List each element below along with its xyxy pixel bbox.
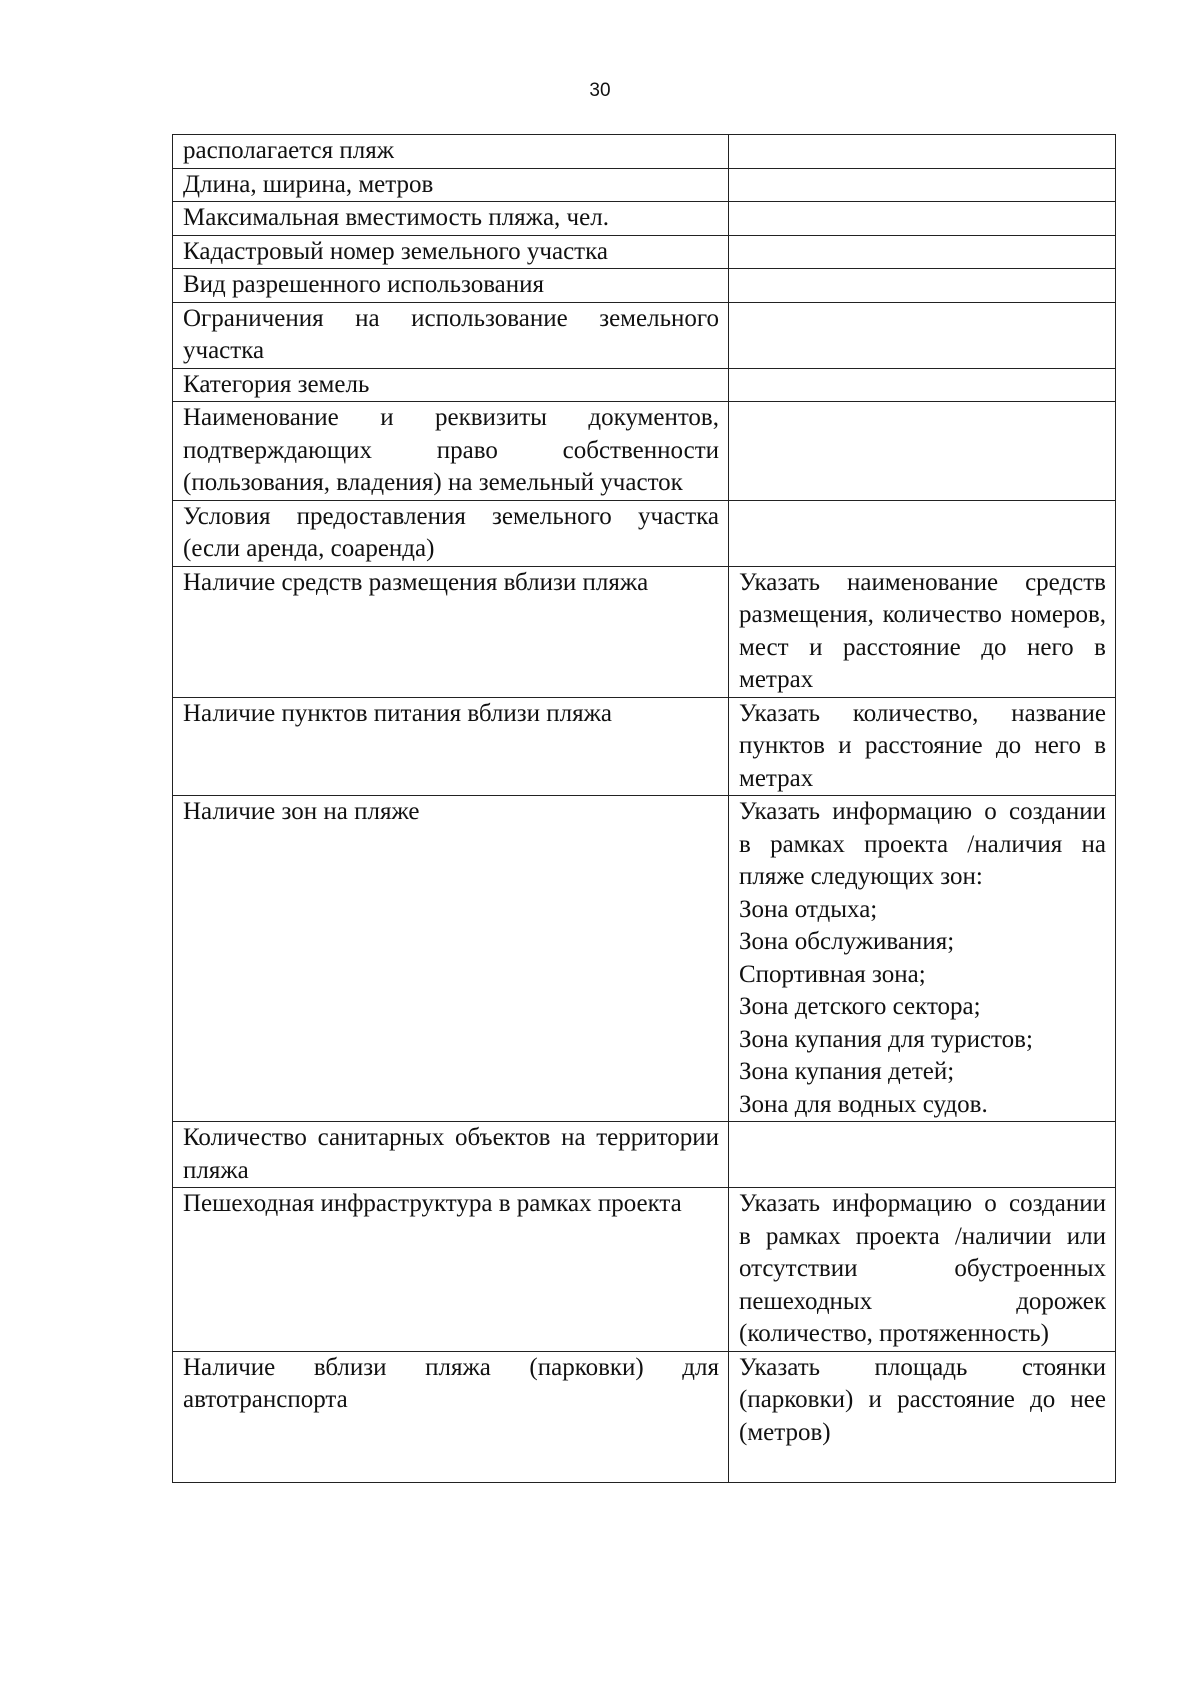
row-label: Пешеходная инфраструктура в рамках проекта bbox=[173, 1188, 729, 1352]
row-label: располагается пляж bbox=[173, 135, 729, 169]
row-value bbox=[729, 1122, 1116, 1188]
row-label: Наличие пунктов питания вблизи пляжа bbox=[173, 697, 729, 796]
table-row bbox=[173, 566, 1116, 697]
row-value: Указать площадь стоянки (парковки) и расстояние до нее (метров) bbox=[729, 1351, 1116, 1482]
row-value bbox=[729, 269, 1116, 303]
row-label: Ограничения на использование земельного участка bbox=[173, 302, 729, 368]
row-value bbox=[729, 235, 1116, 269]
row-label: Максимальная вместимость пляжа, чел. bbox=[173, 202, 729, 236]
table-row bbox=[173, 500, 1116, 566]
table-row bbox=[173, 796, 1116, 1122]
table-row bbox=[173, 1351, 1116, 1482]
table-row bbox=[173, 1188, 1116, 1352]
table-row bbox=[173, 697, 1116, 796]
row-label: Наличие зон на пляже bbox=[173, 796, 729, 1122]
row-value bbox=[729, 500, 1116, 566]
table-row bbox=[173, 402, 1116, 501]
zone-item: Зона детского сектора; bbox=[739, 993, 981, 1020]
row-label: Количество санитарных объектов на территории пляжа bbox=[173, 1122, 729, 1188]
row-label: Наименование и реквизиты документов, подтверждающих право собственности (пользования, владения) на земельный участок bbox=[173, 402, 729, 501]
row-value bbox=[729, 402, 1116, 501]
zone-item: Зона отдыха; bbox=[739, 895, 878, 923]
table-row bbox=[173, 269, 1116, 303]
row-label: Условия предоставления земельного участка (если аренда, соаренда) bbox=[173, 500, 729, 566]
row-label: Длина, ширина, метров bbox=[173, 168, 729, 202]
zone-item: Зона купания детей; bbox=[739, 1058, 955, 1085]
table-row bbox=[173, 302, 1116, 368]
zone-item: Спортивная зона; bbox=[739, 960, 926, 988]
row-value bbox=[729, 368, 1116, 402]
table-row bbox=[173, 168, 1116, 202]
table-row bbox=[173, 235, 1116, 269]
zone-item: Зона для водных судов. bbox=[739, 1090, 988, 1118]
row-value: Указать информацию о создании в рамках проекта /наличии или отсутствии обустроенных пешеходных дорожек (количество, протяженность) bbox=[729, 1188, 1116, 1352]
row-value bbox=[729, 202, 1116, 236]
row-label: Кадастровый номер земельного участка bbox=[173, 235, 729, 269]
row-value bbox=[729, 168, 1116, 202]
row-label: Категория земель bbox=[173, 368, 729, 402]
row-value bbox=[729, 302, 1116, 368]
table-row bbox=[173, 202, 1116, 236]
row-value bbox=[729, 796, 1116, 1122]
row-value: Указать количество, название пунктов и расстояние до него в метрах bbox=[729, 697, 1116, 796]
row-label: Наличие средств размещения вблизи пляжа bbox=[173, 566, 729, 697]
beach-info-table bbox=[172, 134, 1116, 1483]
zone-item: Зона обслуживания; bbox=[739, 928, 955, 955]
zones-intro: Указать информацию о создании в рамках проекта /наличия на пляже следующих зон: bbox=[739, 798, 1106, 890]
table-row bbox=[173, 135, 1116, 169]
zone-item: Зона купания для туристов; bbox=[739, 1025, 1033, 1053]
page-number: 30 bbox=[589, 80, 611, 101]
row-value bbox=[729, 135, 1116, 169]
table-row bbox=[173, 368, 1116, 402]
table-row bbox=[173, 1122, 1116, 1188]
row-value: Указать наименование средств размещения, количество номеров, мест и расстояние до него в метрах bbox=[729, 566, 1116, 697]
row-label: Наличие вблизи пляжа (парковки) для автотранспорта bbox=[173, 1351, 729, 1482]
row-label: Вид разрешенного использования bbox=[173, 269, 729, 303]
